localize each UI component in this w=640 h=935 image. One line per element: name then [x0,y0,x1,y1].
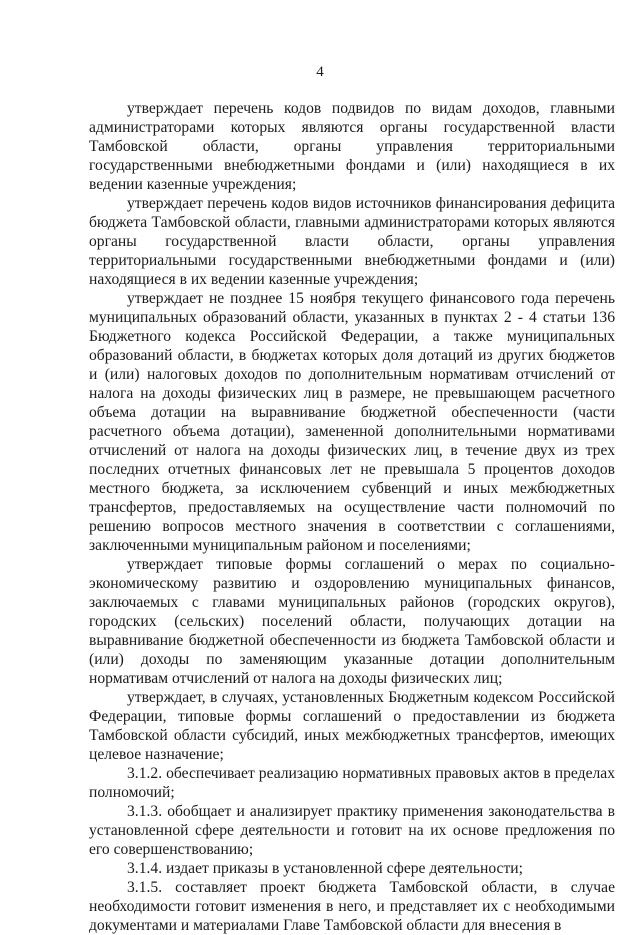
paragraph-agreement-forms: утверждает типовые формы соглашений о мерах по социально-экономическому развитию и оздоровлению муниципальных финансов, заключаемых с главами муниципальных районов (городских округов), городских (сельских) поселений области, получающих дотации на выравнивание бюджетной обеспеченности из бюджета Тамбовской области и (или) доходы по заменяющим указанные дотации дополнительным нормативам отчислений от налога на доходы физических лиц; [89,556,615,687]
paragraph-municipalities-list: утверждает не позднее 15 ноября текущего финансового года перечень муниципальных образований области, указанных в пунктах 2 - 4 статьи 136 Бюджетного кодекса Российской Федерации, а также муниципальных образований области, в бюджетах которых доля дотаций из других бюджетов и (или) налоговых доходов по дополнительным нормативам отчислений от налога на доходы физических лиц в размере, не превышающем расчетного объема дотации на выравнивание бюджетной обеспеченности (части расчетного объема дотации), замененной дополнительными нормативами отчислений от налога на доходы физических лиц, в течение двух из трех последних отчетных финансовых лет не превышала 5 процентов доходов местного бюджета, за исключением субвенций и иных межбюджетных трансфертов, предоставляемых на осуществление части полномочий по решению вопросов местного значения в соответствии с соглашениями, заключенными муниципальным районом и поселениями; [89,290,615,554]
paragraph-3-1-4: 3.1.4. издает приказы в установленной сфере деятельности; [127,860,523,877]
paragraph-3-1-5: 3.1.5. составляет проект бюджета Тамбовской области, в случае необходимости готовит изменения в него, и представляет их с необходимыми документами и материалами Главе Тамбовской области для внесения в [89,879,615,934]
paragraph-subtype-codes: утверждает перечень кодов подвидов по видам доходов, главными администраторами которых являются органы государственной власти Тамбовской области, органы управления территориальными государственными внебюджетными фондами и (или) находящиеся в их ведении казенные учреждения; [89,100,615,193]
paragraph-subsidy-agreements: утверждает, в случаях, установленных Бюджетным кодексом Российской Федерации, типовые формы соглашений о предоставлении из бюджета Тамбовской области субсидий, иных межбюджетных трансфертов, имеющих целевое назначение; [89,689,615,763]
document-body [89,99,615,935]
paragraph-3-1-2: 3.1.2. обеспечивает реализацию нормативных правовых актов в пределах полномочий; [89,765,615,801]
paragraph-deficit-sources: утверждает перечень кодов видов источников финансирования дефицита бюджета Тамбовской области, главными администраторами которых являются органы государственной власти области, органы управления территориальными государственными внебюджетными фондами и (или) находящиеся в их ведении казенные учреждения; [89,195,615,288]
page-number: 4 [316,64,324,80]
paragraph-3-1-3: 3.1.3. обобщает и анализирует практику применения законодательства в установленной сфере деятельности и готовит на их основе предложения по его совершенствованию; [89,803,615,858]
